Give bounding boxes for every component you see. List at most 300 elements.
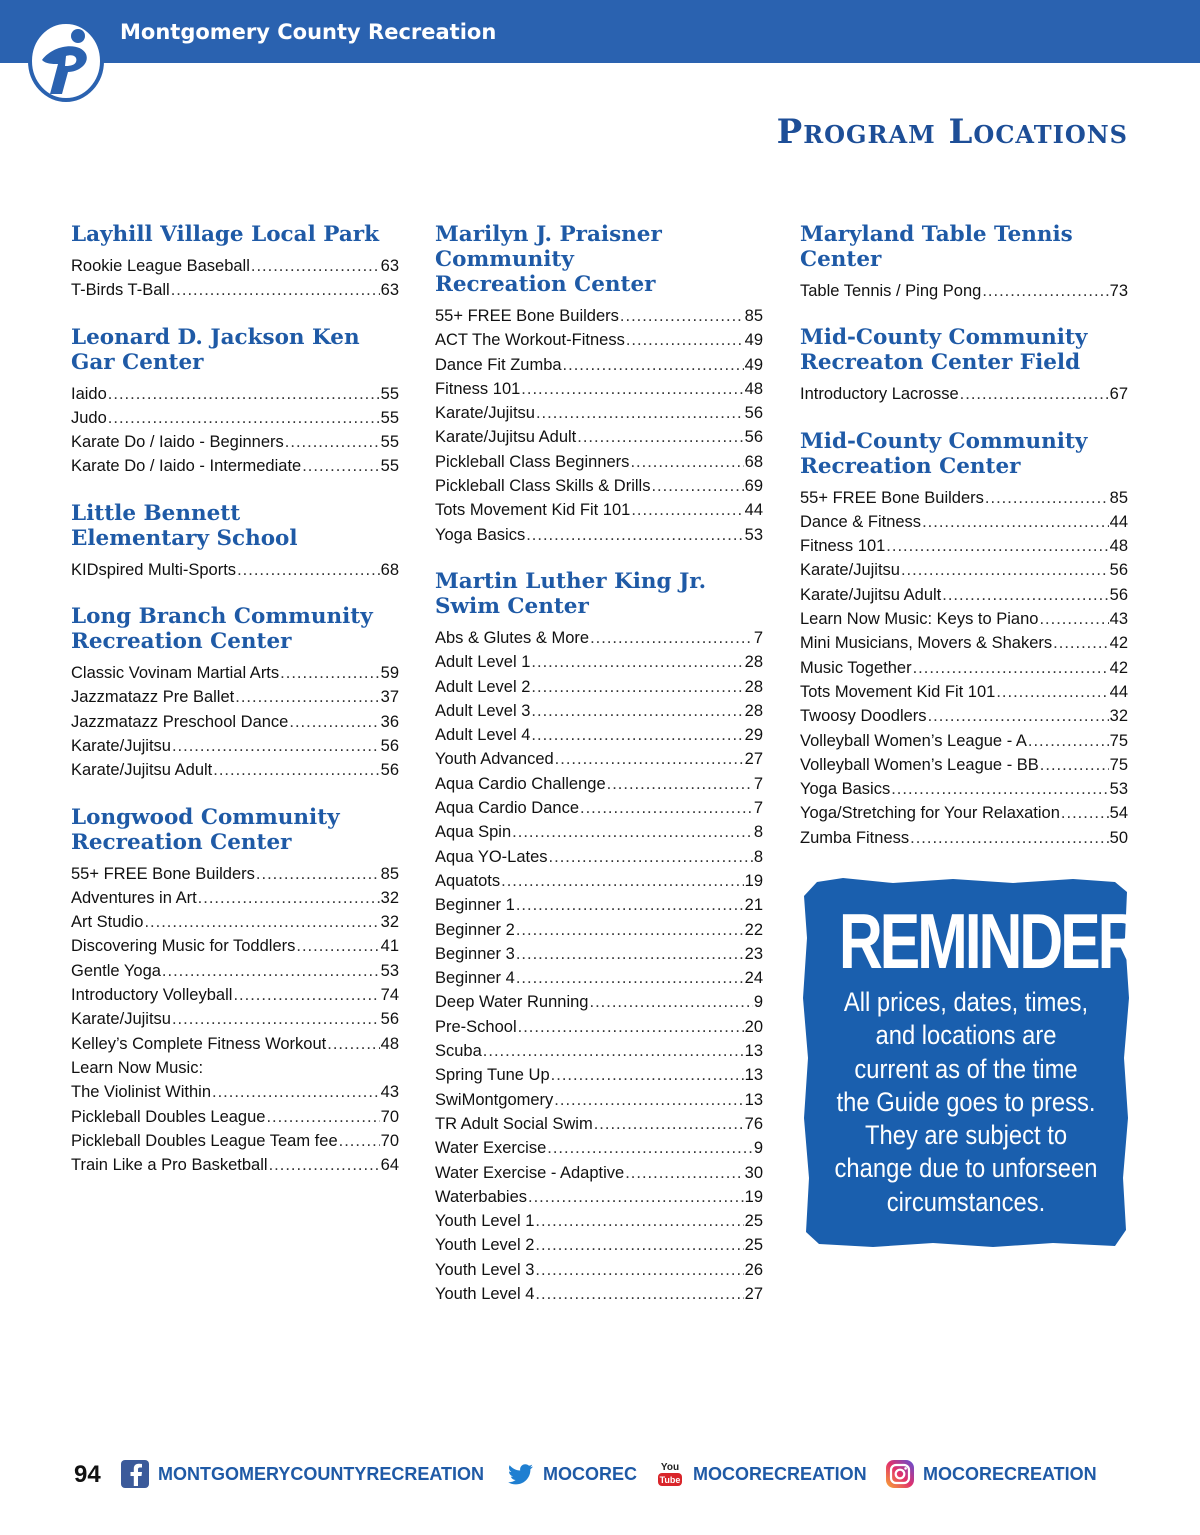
program-name: Discovering Music for Toddlers [71, 937, 296, 956]
program-entry [435, 1015, 763, 1039]
program-entry [800, 704, 1128, 728]
program-name: Introductory Volleyball [71, 986, 233, 1005]
program-entry [71, 406, 399, 430]
program-entry [71, 734, 399, 758]
page-ref: 7 [753, 799, 763, 818]
program-name: Beginner 1 [435, 896, 515, 915]
page-ref: 55 [380, 457, 399, 476]
dot-leader [339, 1129, 380, 1153]
dot-leader [1040, 753, 1109, 777]
page-ref: 20 [744, 1017, 763, 1036]
program-entry [71, 1105, 399, 1129]
dot-leader [251, 254, 380, 278]
program-name: Introductory Lacrosse [800, 385, 959, 404]
program-name: Karate/Jujitsu [71, 1010, 171, 1029]
program-name: Tots Movement Kid Fit 101 [435, 501, 631, 520]
reminder-title: REMINDER [838, 897, 1139, 985]
dot-leader [108, 406, 380, 430]
program-entry [800, 279, 1128, 303]
program-entry [435, 893, 763, 917]
column-2 [435, 222, 763, 1328]
location-section [71, 222, 399, 303]
page-ref: 36 [380, 712, 399, 731]
location-section [435, 569, 763, 1306]
program-entry [71, 1032, 399, 1056]
program-entry [800, 382, 1128, 406]
dot-leader [235, 685, 379, 709]
page-ref: 56 [1109, 561, 1128, 580]
dot-leader [625, 1161, 743, 1185]
program-entry [71, 910, 399, 934]
program-entry [71, 1153, 399, 1177]
page-ref: 48 [744, 379, 763, 398]
dot-leader [256, 862, 380, 886]
dot-leader [302, 454, 379, 478]
dot-leader [996, 680, 1108, 704]
program-name: Aqua Cardio Dance [435, 799, 580, 818]
program-name: Adult Level 4 [435, 726, 531, 745]
program-entry [71, 1129, 399, 1153]
svg-text:You: You [660, 1462, 680, 1473]
dot-leader [512, 820, 753, 844]
dot-leader [901, 558, 1109, 582]
program-entry [435, 425, 763, 449]
program-entry [435, 626, 763, 650]
program-entry [800, 510, 1128, 534]
program-entry [71, 454, 399, 478]
program-entry [435, 353, 763, 377]
dot-leader [516, 918, 744, 942]
location-name: Mid-County Community Recreation Center [800, 428, 1088, 479]
dot-leader [198, 886, 380, 910]
program-entry [435, 1088, 763, 1112]
page-ref: 7 [753, 774, 763, 793]
dot-leader [296, 934, 379, 958]
dot-leader [171, 278, 380, 302]
program-entry [800, 753, 1128, 777]
dot-leader [172, 734, 380, 758]
program-entry [800, 777, 1128, 801]
page-ref: 56 [380, 736, 399, 755]
dot-leader [549, 845, 753, 869]
instagram-icon [885, 1459, 915, 1489]
page-ref: 75 [1109, 731, 1128, 750]
program-entry [435, 1063, 763, 1087]
youtube-link[interactable] [655, 1459, 867, 1489]
reminder-line: the Guide goes to press. [836, 1086, 1096, 1117]
dot-leader [521, 377, 743, 401]
program-entry [800, 680, 1128, 704]
program-name: Pickleball Doubles League [71, 1107, 266, 1126]
program-entry [71, 661, 399, 685]
dot-leader [590, 626, 753, 650]
program-name: TR Adult Social Swim [435, 1114, 593, 1133]
program-entry [800, 826, 1128, 850]
dot-leader [942, 583, 1108, 607]
program-entry [435, 1282, 763, 1306]
page-ref: 28 [744, 701, 763, 720]
program-name: Rookie League Baseball [71, 257, 250, 275]
program-name: Abs & Glutes & More [435, 628, 590, 647]
page-ref: 8 [753, 847, 763, 866]
program-entry [800, 801, 1128, 825]
twitter-link[interactable] [505, 1459, 637, 1489]
page-ref: 56 [1109, 585, 1128, 604]
program-entry [435, 942, 763, 966]
reminder-line: circumstances. [886, 1186, 1046, 1217]
program-entry [71, 685, 399, 709]
dot-leader [212, 1080, 380, 1104]
page-ref: 59 [380, 664, 399, 683]
page-ref: 19 [744, 1187, 763, 1206]
program-name: T-Birds T-Ball [71, 281, 170, 300]
dot-leader [607, 772, 753, 796]
program-entry [71, 983, 399, 1007]
dot-leader [172, 1007, 380, 1031]
page-ref: 44 [1109, 682, 1128, 701]
instagram-link[interactable] [885, 1459, 1097, 1489]
program-entry [435, 723, 763, 747]
program-name: Aquatots [435, 871, 501, 890]
program-entry [435, 1209, 763, 1233]
program-name: Twoosy Doodlers [800, 707, 927, 726]
dot-leader [501, 869, 744, 893]
dot-leader [554, 1088, 743, 1112]
page-ref: 63 [380, 281, 399, 300]
program-name: Waterbabies [435, 1187, 528, 1206]
location-section [800, 222, 1128, 303]
page-ref: 37 [380, 688, 399, 707]
dot-leader [910, 826, 1109, 850]
dot-leader [535, 1282, 743, 1306]
page-ref: 9 [753, 993, 763, 1012]
program-entry [800, 607, 1128, 631]
reminder-line: current as of the time [854, 1053, 1078, 1084]
program-entry [435, 796, 763, 820]
page-ref: 85 [744, 307, 763, 325]
program-name: Judo [71, 408, 107, 427]
location-name: Little Bennett Elementary School [71, 500, 298, 551]
program-entry [800, 656, 1128, 680]
program-name: Pre-School [435, 1017, 517, 1036]
program-entry [800, 534, 1128, 558]
program-name: Zumba Fitness [800, 828, 910, 847]
program-name: Scuba [435, 1042, 482, 1061]
program-name: Volleyball Women’s League - A [800, 731, 1027, 750]
program-entry [435, 820, 763, 844]
program-name: KIDspired Multi-Sports [71, 560, 237, 579]
dot-leader [536, 401, 744, 425]
program-name: Aqua Cardio Challenge [435, 774, 606, 793]
dot-leader [620, 304, 744, 328]
page-ref: 75 [1109, 755, 1128, 774]
page-ref: 55 [380, 408, 399, 427]
column-1 [71, 222, 399, 1199]
reminder-line: They are subject to [864, 1120, 1068, 1151]
header-bar [0, 0, 1200, 63]
dot-leader [985, 486, 1109, 510]
program-name: Pickleball Doubles League Team fee [71, 1131, 338, 1150]
page-ref: 26 [744, 1260, 763, 1279]
program-entry [800, 558, 1128, 582]
page-ref: 8 [753, 823, 763, 842]
program-name: Volleyball Women’s League - BB [800, 755, 1039, 774]
page-ref: 9 [753, 1139, 763, 1158]
page-ref: 64 [380, 1156, 399, 1175]
program-entry [71, 862, 399, 886]
program-name: ACT The Workout-Fitness [435, 331, 625, 350]
page-ref: 44 [744, 501, 763, 520]
location-section [71, 604, 399, 782]
page-ref: 54 [1109, 804, 1128, 823]
dot-leader [213, 758, 379, 782]
dot-leader [269, 1153, 380, 1177]
program-name: Tots Movement Kid Fit 101 [800, 682, 996, 701]
dot-leader [594, 1112, 744, 1136]
page-ref: 13 [744, 1066, 763, 1085]
program-entry [800, 631, 1128, 655]
page-ref: 25 [744, 1212, 763, 1231]
dot-leader [531, 675, 743, 699]
program-entry [435, 523, 763, 547]
dot-leader [528, 1185, 744, 1209]
page-ref: 70 [380, 1107, 399, 1126]
program-name: Beginner 4 [435, 969, 515, 988]
program-entry [435, 990, 763, 1014]
program-name: Water Exercise - Adaptive [435, 1163, 625, 1182]
location-name: Longwood Community Recreation Center [71, 804, 340, 855]
page-ref: 85 [380, 864, 399, 883]
location-section [71, 501, 399, 582]
dot-leader [1028, 729, 1109, 753]
dot-leader [891, 777, 1108, 801]
page-ref: 49 [744, 331, 763, 350]
dot-leader [626, 328, 744, 352]
page-ref: 55 [380, 384, 399, 403]
dot-leader [289, 710, 379, 734]
program-entry [71, 278, 399, 302]
dot-leader [526, 523, 743, 547]
dot-leader [651, 474, 743, 498]
footer [0, 1455, 1200, 1495]
page-ref: 21 [744, 896, 763, 915]
page-ref: 27 [744, 1284, 763, 1303]
reminder-line: and locations are [875, 1020, 1057, 1051]
program-entry [71, 758, 399, 782]
page-ref: 73 [1109, 282, 1128, 300]
program-entry [435, 772, 763, 796]
location-name: Long Branch Community Recreation Center [71, 604, 373, 655]
dot-leader [516, 893, 744, 917]
program-name: Adventures in Art [71, 888, 197, 907]
location-section [800, 325, 1128, 406]
program-entry [435, 1136, 763, 1160]
program-name: Gentle Yoga [71, 961, 161, 980]
svg-text:Tube: Tube [659, 1475, 681, 1485]
dot-leader [483, 1039, 744, 1063]
program-entry [435, 474, 763, 498]
program-entry [71, 1080, 399, 1104]
program-name: Karate/Jujitsu Adult [71, 761, 213, 780]
location-section [800, 429, 1128, 850]
twitter-icon [505, 1459, 535, 1489]
page-ref: 68 [744, 452, 763, 471]
program-entry [71, 558, 399, 582]
dot-leader [237, 558, 380, 582]
dot-leader [531, 723, 743, 747]
dot-leader [928, 704, 1109, 728]
social-label: MOCORECREATION [693, 1463, 867, 1484]
program-entry [800, 486, 1128, 510]
page-ref: 85 [1109, 488, 1128, 507]
dot-leader [547, 1136, 753, 1160]
program-entry [435, 377, 763, 401]
youtube-icon [655, 1459, 685, 1489]
page-ref: 23 [744, 944, 763, 963]
program-name: Karate/Jujitsu Adult [435, 428, 577, 447]
program-name: Karate/Jujitsu Adult [800, 585, 942, 604]
program-entry [800, 729, 1128, 753]
dot-leader [1053, 631, 1108, 655]
program-entry [800, 583, 1128, 607]
program-name: Youth Level 1 [435, 1212, 535, 1231]
dot-leader [563, 353, 744, 377]
program-entry [435, 918, 763, 942]
dot-leader [162, 959, 380, 983]
page-ref: 49 [744, 355, 763, 374]
program-entry [71, 254, 399, 278]
page-ref: 43 [1109, 610, 1128, 629]
page-ref: 56 [744, 428, 763, 447]
program-entry [71, 934, 399, 958]
facebook-link[interactable] [120, 1459, 484, 1489]
page-ref: 32 [380, 888, 399, 907]
page-number: 94 [74, 1461, 101, 1488]
reminder-box [803, 878, 1139, 1248]
program-name: Art Studio [71, 913, 144, 932]
program-name: Fitness 101 [800, 537, 886, 556]
page-ref: 56 [380, 761, 399, 780]
page-ref: 69 [744, 477, 763, 496]
program-name: Pickleball Class Beginners [435, 452, 630, 471]
program-name: Adult Level 2 [435, 677, 531, 696]
page-ref: 63 [380, 257, 399, 275]
dot-leader [960, 382, 1109, 406]
dot-leader [280, 661, 379, 685]
dot-leader [108, 382, 380, 406]
program-entry [435, 1258, 763, 1282]
program-name: Aqua YO-Lates [435, 847, 548, 866]
dot-leader [266, 1105, 379, 1129]
program-name: Music Together [800, 658, 912, 677]
program-name: Deep Water Running [435, 993, 589, 1012]
program-entry [435, 498, 763, 522]
dot-leader [531, 650, 743, 674]
dot-leader [1039, 607, 1108, 631]
program-name: Jazzmatazz Preschool Dance [71, 712, 289, 731]
program-name: Youth Level 4 [435, 1284, 535, 1303]
location-section [435, 222, 763, 547]
program-entry [435, 1161, 763, 1185]
program-entry [435, 869, 763, 893]
program-entry [435, 699, 763, 723]
page-ref: 50 [1109, 828, 1128, 847]
program-name: Classic Vovinam Martial Arts [71, 664, 280, 683]
program-entry [71, 710, 399, 734]
program-name: SwiMontgomery [435, 1090, 554, 1109]
header-title: Montgomery County Recreation [120, 20, 497, 44]
page-ref: 76 [744, 1114, 763, 1133]
dot-leader [535, 1233, 743, 1257]
location-section [71, 805, 399, 1178]
page-ref: 13 [744, 1042, 763, 1061]
program-name: Karate Do / Iaido - Beginners [71, 433, 284, 452]
page-ref: 22 [744, 920, 763, 939]
reminder-text [831, 986, 1100, 1219]
program-entry [71, 430, 399, 454]
page-ref: 48 [380, 1034, 399, 1053]
dot-leader [886, 534, 1108, 558]
location-name: Leonard D. Jackson Ken Gar Center [71, 324, 360, 375]
dot-leader [922, 510, 1109, 534]
program-entry [435, 401, 763, 425]
dot-leader [518, 1015, 744, 1039]
program-entry [71, 886, 399, 910]
page-ref: 55 [380, 433, 399, 452]
page-ref: 42 [1109, 634, 1128, 653]
dot-leader [551, 1063, 744, 1087]
program-name: Aqua Spin [435, 823, 512, 842]
page-ref: 32 [380, 913, 399, 932]
page-ref: 53 [380, 961, 399, 980]
program-name: Learn Now Music: Keys to Piano [800, 610, 1039, 629]
program-name: Iaido [71, 384, 107, 403]
program-name: 55+ FREE Bone Builders [435, 307, 619, 325]
page-ref: 56 [744, 404, 763, 423]
program-name: The Violinist Within [71, 1083, 212, 1102]
reminder-line: change due to unforseen [834, 1153, 1098, 1184]
dot-leader [555, 747, 744, 771]
page-ref: 68 [380, 560, 399, 579]
program-name: Mini Musicians, Movers & Shakers [800, 634, 1053, 653]
program-name: Dance Fit Zumba [435, 355, 562, 374]
page-ref: 53 [744, 525, 763, 544]
program-name: Jazzmatazz Pre Ballet [71, 688, 235, 707]
program-entry: Learn Now Music: [71, 1058, 204, 1077]
page-ref: 28 [744, 677, 763, 696]
program-name: Karate/Jujitsu [800, 561, 900, 580]
program-name: Youth Level 2 [435, 1236, 535, 1255]
dot-leader [982, 279, 1108, 303]
page-ref: 13 [744, 1090, 763, 1109]
program-name: Kelley’s Complete Fitness Workout [71, 1034, 327, 1053]
page-ref: 19 [744, 871, 763, 890]
program-name: Water Exercise [435, 1139, 547, 1158]
program-name: Yoga Basics [435, 525, 526, 544]
program-entry [71, 959, 399, 983]
location-name: Martin Luther King Jr. Swim Center [435, 568, 707, 619]
program-entry [435, 747, 763, 771]
page-ref: 7 [753, 628, 763, 647]
program-name: Youth Advanced [435, 750, 554, 769]
dot-leader [144, 910, 379, 934]
location-name: Marilyn J. Praisner Community Recreation Center [435, 222, 662, 297]
dot-leader [589, 990, 752, 1014]
dot-leader [1061, 801, 1109, 825]
page-title: Program Locations [776, 112, 1128, 152]
page-ref: 48 [1109, 537, 1128, 556]
dot-leader [285, 430, 380, 454]
